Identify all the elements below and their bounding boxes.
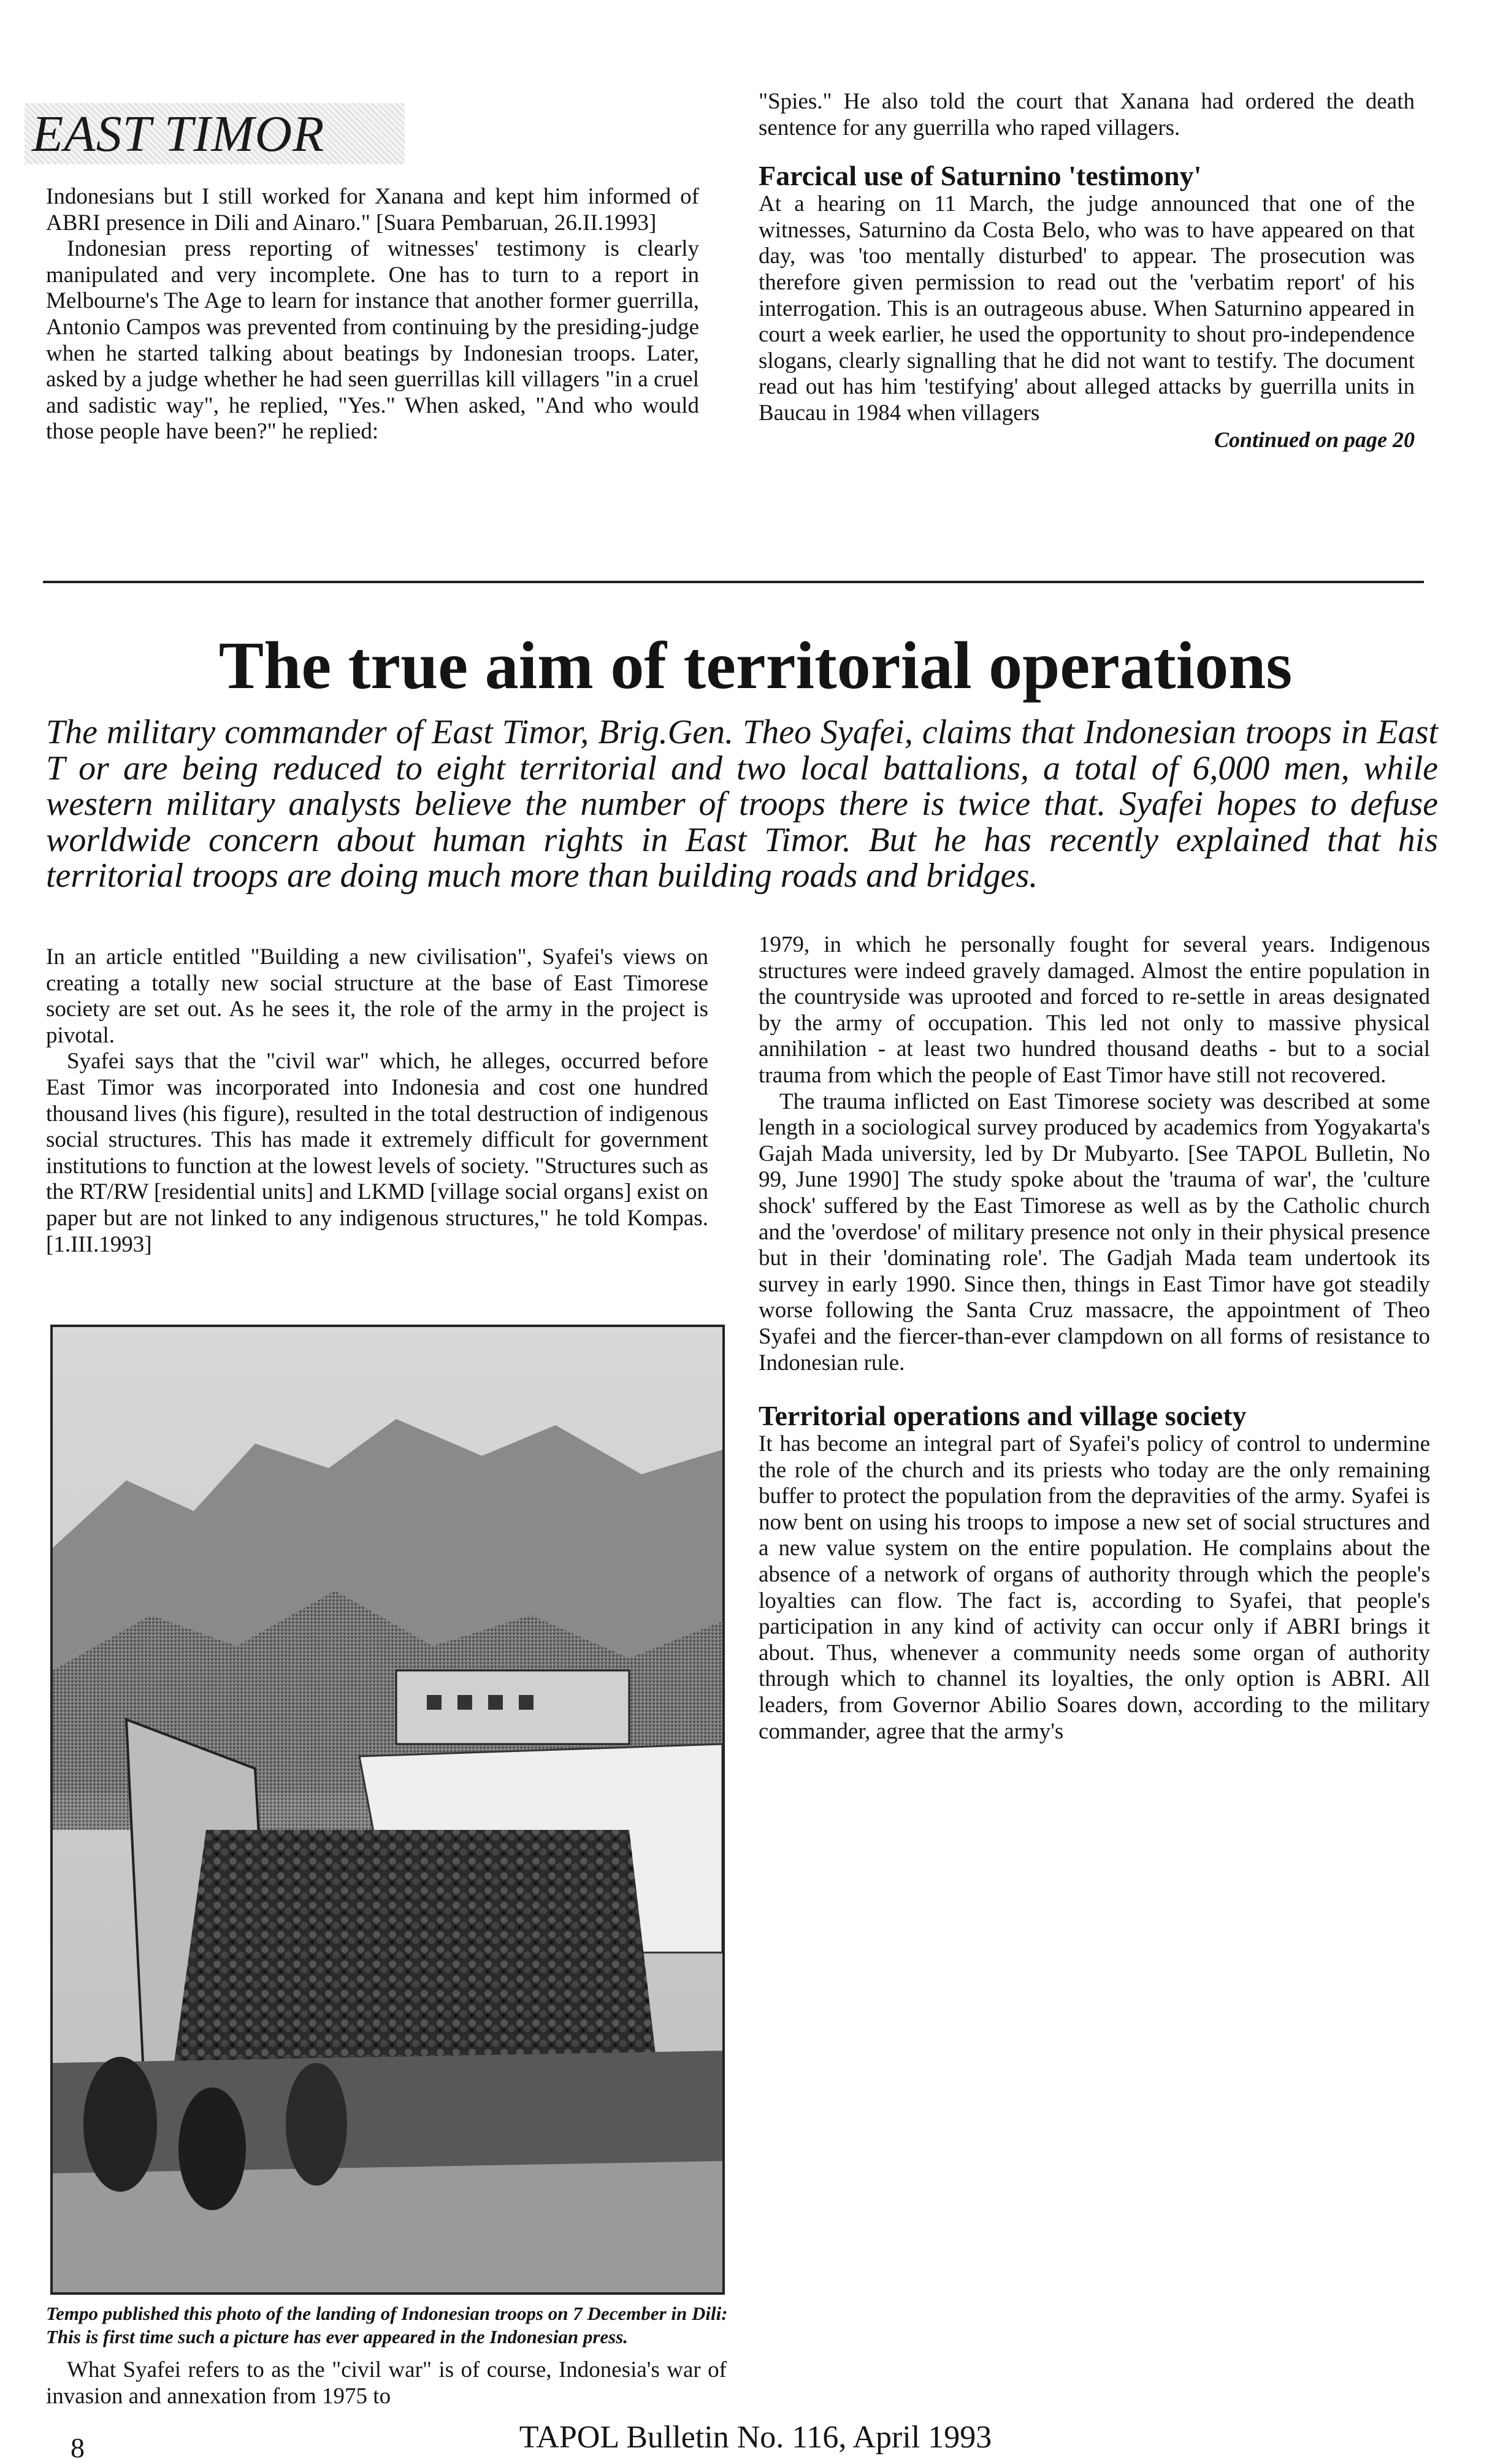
page-number: 8: [71, 2432, 85, 2463]
right-paragraph-3: It has become an integral part of Syafei's policy of control to undermine the role of the church and its priests who today are the only remaining buffer to protect the population from the depravities of the army. Syafei is now bent on using his troops to impose a new set of social structures and a new value system on the entire population. He complains about the absence of a network of organs of authority through which the people's loyalties can flow. The fact is, according to Syafei, that people's participation in any kind of activity can occur only if ABRI brings it about. Thus, whenever a community needs some organ of authority through which to channel its loyalties, the only option is ABRI. All leaders, from Governor Abilio Soares down, according to the military commander, agree that the army's: [759, 1431, 1430, 1744]
article-left-column-bottom: [46, 2357, 727, 2409]
top-left-paragraph-1: Indonesians but I still worked for Xanana and kept him informed of ABRI presence in Dili and Ainaro." [Suara Pembaruan, 26.II.1993]: [46, 184, 699, 235]
article-headline: The true aim of territorial operations: [218, 628, 1293, 703]
photo-caption: Tempo published this photo of the landing of Indonesian troops on 7 December in Dili: This is first time such a picture has ever appeared in the Indonesian press.: [46, 2303, 728, 2347]
section-divider: [43, 581, 1424, 583]
article-right-column: [759, 932, 1430, 1745]
section-label: [25, 103, 405, 164]
continued-link[interactable]: Continued on page 20: [1214, 427, 1415, 452]
right-subhead: Territorial operations and village society: [759, 1400, 1247, 1432]
top-left-column: [46, 184, 699, 445]
article-standfirst: The military commander of East Timor, Brig.Gen. Theo Syafei, claims that Indonesian troops in East T or are being reduced to eight territorial and two local battalions, a total of 6,000 men, while western military analysts believe the number of troops there is twice that. Syafei hopes to defuse worldwide concern about human rights in East Timor. But he has recently explained that his territorial troops are doing much more than building roads and bridges.: [46, 713, 1438, 895]
top-left-paragraph-2: Indonesian press reporting of witnesses' testimony is clearly manipulated and very incomplete. One has to turn to a report in Melbourne's The Age to learn for instance that another former guerrilla, Antonio Campos was prevented from continuing by the presiding-judge when he started talking about beatings by Indonesian troops. Later, asked by a judge whether he had seen guerrillas kill villagers "in a cruel and sadistic way", he replied, "Yes." When asked, "And who would those people have been?" he replied:: [46, 236, 699, 445]
photo-landing-troops: [53, 1327, 722, 2292]
top-right-column: [759, 89, 1415, 453]
top-right-subhead: Farcical use of Saturnino 'testimony': [759, 160, 1202, 192]
right-paragraph-1: 1979, in which he personally fought for several years. Indigenous structures were indeed gravely damaged. Almost the entire population in the countryside was uprooted and forced to re-settle in areas designated by the army of occupation. This led not only to massive physical annihilation - at least two hundred thousand deaths - but to a social trauma from which the people of East Timor have still not recovered.: [759, 932, 1430, 1088]
publication-footer: TAPOL Bulletin No. 116, April 1993: [519, 2420, 992, 2455]
left-paragraph-2: Syafei says that the "civil war" which, he alleges, occurred before East Timor was incorporated into Indonesia and cost one hundred thousand lives (his figure), resulted in the total destruction of indigenous social structures. This has made it extremely difficult for government institutions to function at the lowest levels of society. "Structures such as the RT/RW [residential units] and LKMD [village social organs] exist on paper but are not linked to any indigenous structures," he told Kompas. [1.III.1993]: [46, 1049, 708, 1257]
top-right-paragraph-1: "Spies." He also told the court that Xanana had ordered the death sentence for any guerrilla who raped villagers.: [759, 89, 1415, 140]
section-label-text: EAST TIMOR: [32, 105, 325, 163]
left-paragraph-3: What Syafei refers to as the "civil war" is of course, Indonesia's war of invasion and annexation from 1975 to: [46, 2357, 727, 2409]
top-right-paragraph-2: At a hearing on 11 March, the judge announced that one of the witnesses, Saturnino da Costa Belo, who was to have appeared on that day, was 'too mentally disturbed' to appear. The prosecution was therefore given permission to read out the 'verbatim report' of his interrogation. This is an outrageous abuse. When Saturnino appeared in court a week earlier, he used the opportunity to shout pro-independence slogans, clearly signalling that he did not want to testify. The document read out has him 'testifying' about alleged attacks by guerrilla units in Baucau in 1984 when villagers: [759, 191, 1415, 426]
article-left-column: [46, 944, 708, 1258]
right-paragraph-2: The trauma inflicted on East Timorese society was described at some length in a sociological survey produced by academics from Yogyakarta's Gajah Mada university, led by Dr Mubyarto. [See TAPOL Bulletin, No 99, June 1990] The study spoke about the 'trauma of war', the 'culture shock' suffered by the East Timorese as well as by the Catholic church and the 'overdose' of military presence not only in their physical presence but in their 'dominating role'. The Gadjah Mada team undertook its survey in early 1990. Since then, things in East Timor have got steadily worse following the Santa Cruz massacre, the appointment of Theo Syafei and the fiercer-than-ever clampdown on all forms of resistance to Indonesian rule.: [759, 1089, 1430, 1375]
news-photo: [50, 1325, 725, 2295]
left-paragraph-1: In an article entitled "Building a new civilisation", Syafei's views on creating a totally new social structure at the base of East Timorese society are set out. As he sees it, the role of the army in the project is pivotal.: [46, 944, 708, 1048]
